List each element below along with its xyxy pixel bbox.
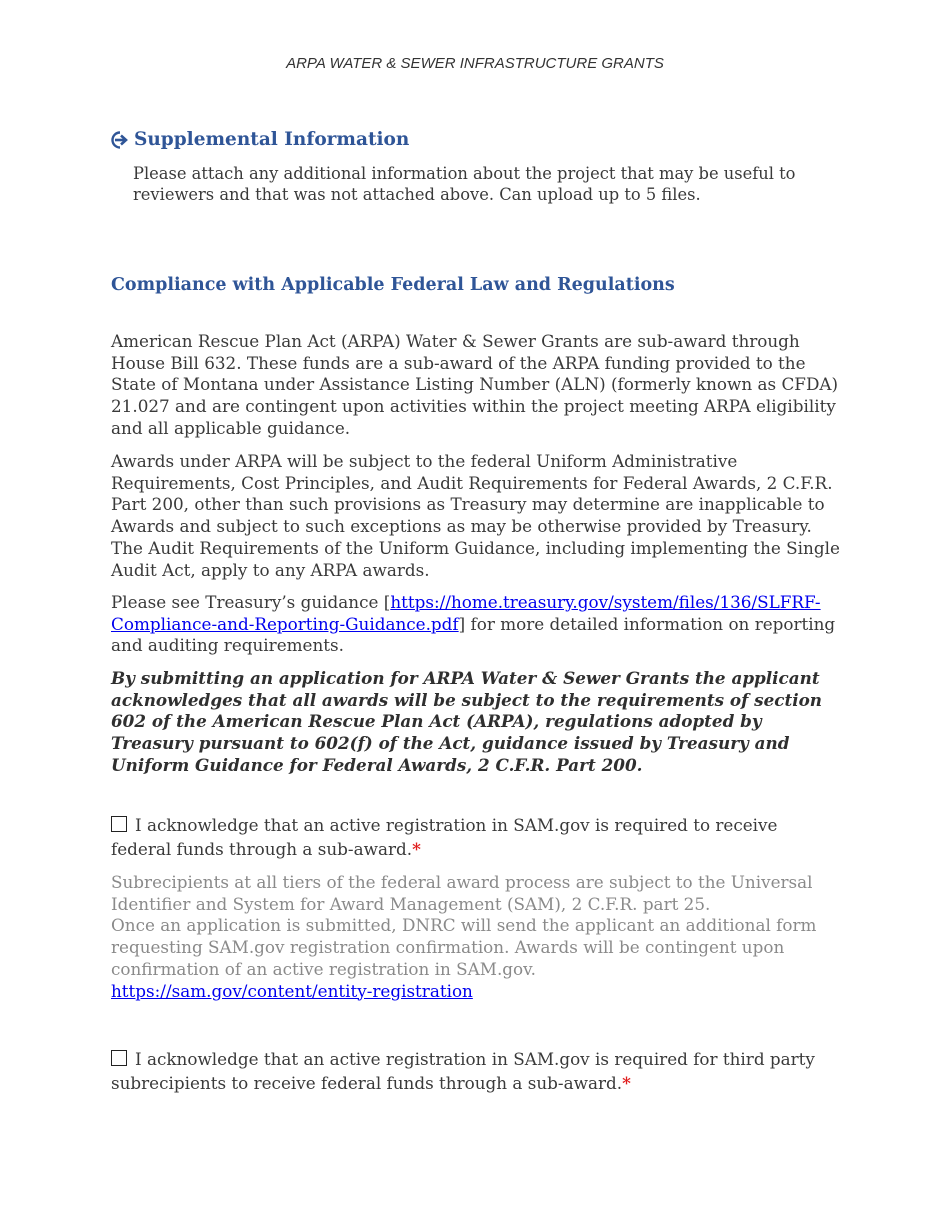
compliance-paragraph-3 [111,592,846,657]
sam-registration-acknowledgement [111,813,841,861]
third-party-sam-checkbox[interactable] [111,1050,127,1066]
required-asterisk: * [412,839,421,859]
compliance-paragraph-1: American Rescue Plan Act (ARPA) Water & Sewer Grants are sub-award through House Bill 632. These funds are a sub-award of the ARPA funding provided to the State of Montana under Assistance Listing Number (ALN) (formerly known as CFDA) 21.027 and are contingent upon activities within the project meeting ARPA eligibility and all applicable guidance. [111,331,839,438]
compliance-paragraph-2: Awards under ARPA will be subject to the federal Uniform Administrative Requirements, Cost Principles, and Audit Requirements for Federal Awards, 2 C.F.R. Part 200, other than such provisions as Treasury may determine are inapplicable to Awards and subject to such exceptions as may be otherwise provided by Treasury. The Audit Requirements of the Uniform Guidance, including implementing the Single Audit Act, apply to any ARPA awards. [111,451,840,580]
required-asterisk: * [622,1073,631,1093]
third-party-sam-label: I acknowledge that an active registration in SAM.gov is required for third party subrecipients to receive federal funds through a sub-award. [111,1049,815,1093]
sam-registration-note [111,872,846,1002]
page-header-title: ARPA WATER & SEWER INFRASTRUCTURE GRANTS [286,55,664,72]
sam-note-line-2: Once an application is submitted, DNRC will send the applicant an additional form requesting SAM.gov registration confirmation. Awards will be contingent upon confirmation of an active registration in SAM.gov. [111,915,817,979]
treasury-guidance-text-after: ] for more detailed information on reporting and auditing requirements. [111,613,836,656]
compliance-heading: Compliance with Applicable Federal Law and Regulations [111,275,675,295]
sam-registration-checkbox[interactable] [111,816,127,832]
treasury-guidance-link[interactable]: https://home.treasury.gov/system/files/136/SLFRF-Compliance-and-Reporting-Guidance.pdf [111,592,821,634]
supplemental-heading-label: Supplemental Information [134,129,410,150]
third-party-sam-acknowledgement [111,1047,841,1095]
sam-note-line-1: Subrecipients at all tiers of the federal award process are subject to the Universal Identifier and System for Award Management (SAM), 2 C.F.R. part 25. [111,872,813,914]
sam-registration-label: I acknowledge that an active registration in SAM.gov is required to receive federal funds through a sub-award. [111,815,778,859]
supplemental-heading [111,129,409,150]
sam-registration-link[interactable]: https://sam.gov/content/entity-registration [111,980,473,1001]
treasury-guidance-text-before: Please see Treasury’s guidance [ [111,592,391,612]
supplemental-description: Please attach any additional information about the project that may be useful to reviewers and that was not attached above. Can upload up to 5 files. [133,164,796,204]
arrow-right-circle-icon [111,131,129,149]
compliance-acknowledgement-statement: By submitting an application for ARPA Water & Sewer Grants the applicant acknowledges that all awards will be subject to the requirements of section 602 of the American Rescue Plan Act (ARPA), regulations adopted by Treasury pursuant to 602(f) of the Act, guidance issued by Treasury and Uniform Guidance for Federal Awards, 2 C.F.R. Part 200. [111,668,822,775]
